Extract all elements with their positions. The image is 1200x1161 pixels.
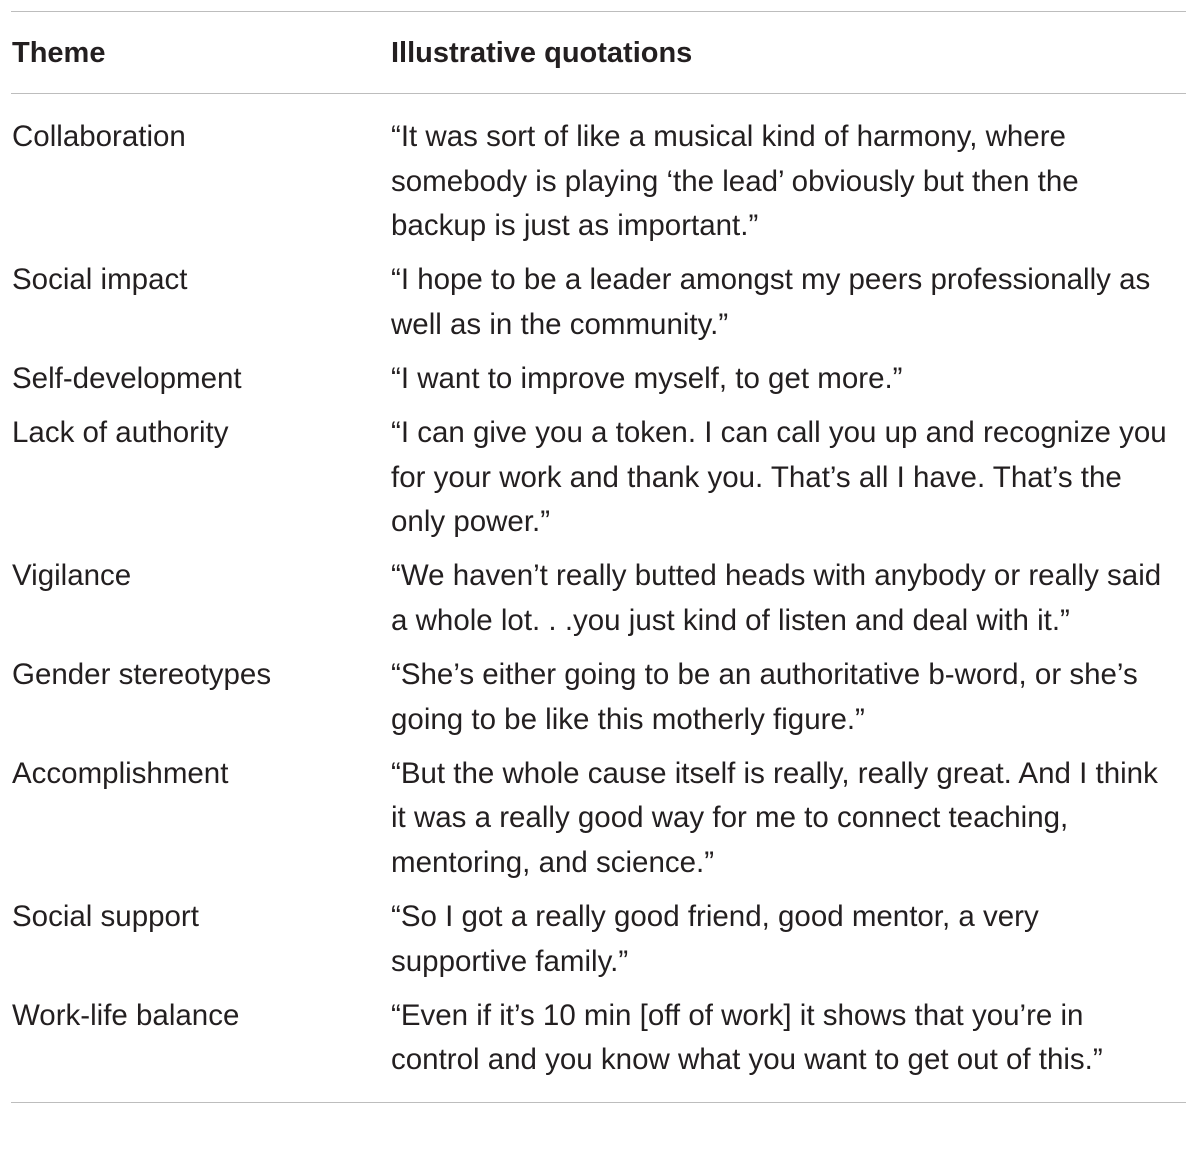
header-quotations: Illustrative quotations (391, 37, 693, 69)
themes-table (11, 11, 1186, 1103)
theme-cell: Social support (12, 900, 199, 933)
quote-cell: “I can give you a token. I can call you up and recognize you for your work and thank you. That’s all I have. That’s the only power.” (391, 416, 1167, 539)
quote-cell: “She’s either going to be an authoritative b-word, or she’s going to be like this motherly figure.” (391, 658, 1138, 736)
theme-cell: Accomplishment (12, 756, 229, 790)
quote-cell: “I want to improve myself, to get more.” (391, 361, 903, 395)
table-row (11, 994, 1186, 1093)
table-header-row (11, 12, 1186, 94)
table-row (11, 554, 1186, 653)
table-row (11, 258, 1186, 357)
table-row (11, 115, 1186, 258)
theme-cell: Gender stereotypes (12, 658, 272, 692)
theme-cell: Lack of authority (12, 416, 229, 450)
table-row (11, 895, 1186, 994)
quote-cell: “So I got a really good friend, good mentor, a very supportive family.” (391, 900, 1039, 978)
quote-cell: “Even if it’s 10 min [off of work] it shows that you’re in control and you know what you want to get out of this.” (391, 998, 1103, 1077)
theme-cell: Social impact (12, 263, 188, 297)
theme-cell: Self-development (12, 361, 242, 395)
table-row (11, 357, 1186, 411)
table-row (11, 653, 1186, 752)
table-row (11, 411, 1186, 554)
table-body (11, 94, 1186, 1102)
theme-cell: Vigilance (12, 559, 132, 593)
theme-cell: Work-life balance (12, 998, 240, 1032)
quote-cell: “We haven’t really butted heads with anybody or really said a whole lot. . .you just kind of listen and deal with it.” (391, 559, 1162, 637)
header-theme: Theme (12, 37, 106, 69)
quote-cell: “It was sort of like a musical kind of harmony, where somebody is playing ‘the lead’ obviously but then the backup is just as important.” (391, 120, 1079, 243)
theme-cell: Collaboration (12, 120, 186, 153)
quote-cell: “I hope to be a leader amongst my peers professionally as well as in the community.” (391, 263, 1151, 341)
table-row (11, 752, 1186, 895)
quote-cell: “But the whole cause itself is really, really great. And I think it was a really good way for me to connect teaching, mentoring, and science.” (391, 756, 1158, 879)
